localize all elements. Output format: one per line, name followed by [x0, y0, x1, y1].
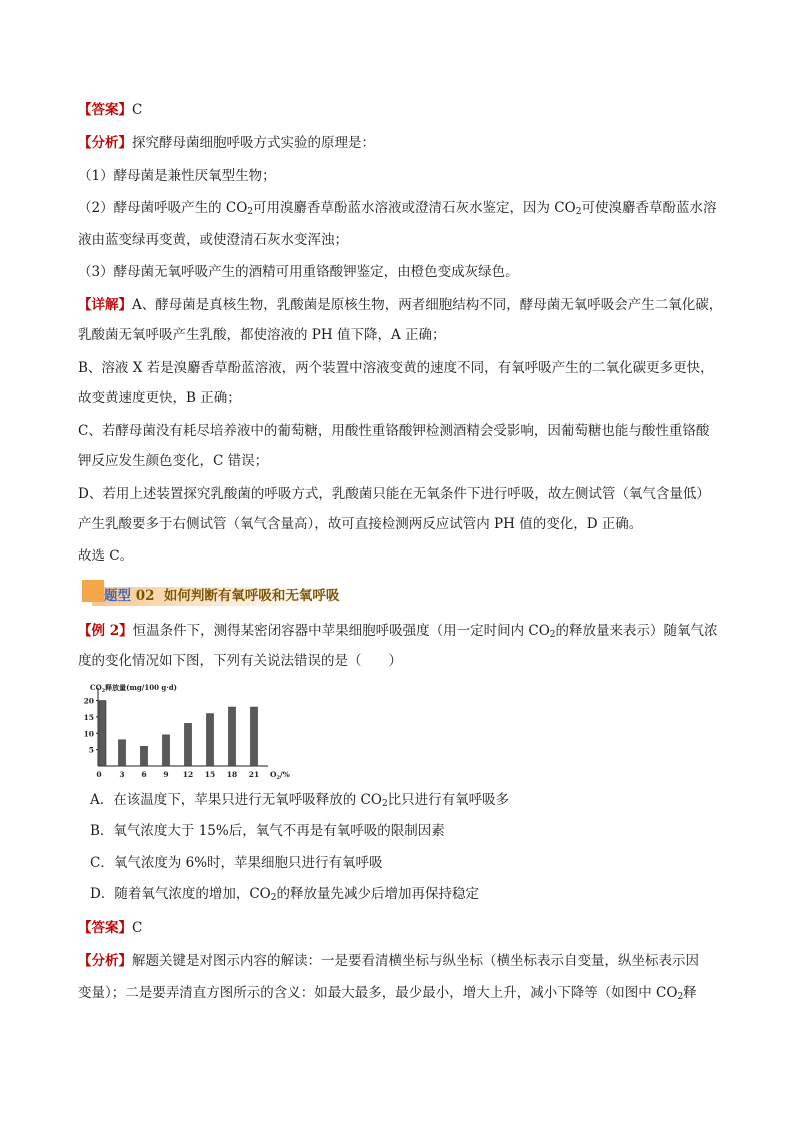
x-axis-title: $O_2/\%$: [270, 770, 290, 781]
point-3: （3）酵母菌无氧呼吸产生的酒精可用重铬酸钾鉴定，由橙色变成灰绿色。: [78, 264, 519, 280]
banner-square-icon: [82, 580, 104, 602]
x-tick-label: 21: [248, 770, 260, 779]
bar-12: [185, 723, 192, 766]
detail-tag: 【详解】: [78, 297, 132, 313]
bar-6: [141, 746, 148, 766]
bar-3: [119, 740, 126, 766]
option-a: [90, 790, 509, 814]
co2-release-bar-chart: [80, 682, 300, 782]
point-2-line-1: [78, 198, 716, 222]
bar-0: [99, 701, 106, 766]
subscript: 2: [247, 207, 254, 217]
bar-21: [251, 707, 258, 766]
x-tick-label: 15: [204, 770, 216, 779]
q2-analysis-text-1: 解题关键是对图示内容的解读：一是要看清横坐标与纵坐标（横坐标表示自变量，纵坐标表示因: [132, 953, 699, 969]
detail-d-line-2: 产生乳酸要多于右侧试管（氧气含量高），故可直接检测两反应试管内 PH 值的变化，D 正确。: [78, 516, 643, 532]
y-tick-label: 5: [88, 745, 94, 755]
point-2-line-2: 液由蓝变绿再变黄，或使澄清石灰水变浑浊；: [78, 232, 348, 248]
option-a-text-a: A．在该温度下，苹果只进行无氧呼吸释放的 CO: [90, 792, 382, 808]
x-tick-label: 3: [119, 770, 125, 779]
detail-a-line-2: 乳酸菌无氧呼吸产生乳酸，都使溶液的 PH 值下降，A 正确；: [78, 327, 446, 343]
section-banner: [82, 580, 372, 604]
q2-answer-value: C: [132, 920, 143, 936]
y-tick-label: 20: [83, 696, 94, 706]
subscript: 2: [677, 992, 684, 1002]
option-a-text-b: 比只进行有氧呼吸多: [387, 792, 510, 808]
analysis-intro-line: [78, 133, 375, 153]
y-tick-label: 15: [83, 712, 94, 722]
y-axis-title: $CO_2$释放量(mg/100 g·d): [90, 683, 177, 694]
point-2-text-b: 可用溴麝香草酚蓝水溶液或澄清石灰水鉴定，因为 CO: [253, 200, 576, 216]
x-tick-label: 18: [226, 770, 238, 779]
section-label: 题型: [104, 588, 131, 604]
detail-b-line-1: B、溶液 X 若是溴麝香草酚蓝溶液，两个装置中溶液变黄的速度不同，有氧呼吸产生的二氧化碳更多更快，: [78, 360, 714, 376]
point-1: （1）酵母菌是兼性厌氧型生物；: [78, 168, 276, 184]
bar-9: [163, 735, 170, 766]
answer-line: [78, 100, 142, 120]
detail-c-line-2: 钾反应发生颜色变化，C 错误；: [78, 453, 269, 469]
answer-value: C: [132, 102, 143, 118]
x-tick-label: 0: [96, 770, 102, 779]
q2-analysis-text-2b: 释: [683, 985, 697, 1001]
detail-a-line-1: [78, 295, 722, 315]
option-d: [90, 884, 479, 908]
subscript: 2: [381, 799, 388, 809]
analysis-tag: 【分析】: [78, 135, 132, 151]
subscript: 2: [575, 207, 582, 217]
example-tag: 【例 2】: [78, 623, 133, 639]
option-d-text-a: D．随着氧气浓度的增加，CO: [90, 886, 271, 902]
detail-d-line-1: D、若用上述装置探究乳酸菌的呼吸方式，乳酸菌只能在无氧条件下进行呼吸，故左侧试管（氧气含量低）: [78, 486, 710, 502]
section-number: 02: [135, 588, 155, 604]
subscript: 2: [549, 630, 556, 640]
section-heading: [104, 584, 339, 604]
q2-analysis-line-2: [78, 983, 697, 1007]
x-tick-label: 6: [141, 770, 147, 779]
q2-stem-b: 的释放量来表示）随氧气浓: [555, 623, 718, 639]
q2-analysis-text-2a: 变量）；二是要弄清直方图所示的含义：如最大最多，最少最小，增大上升，减小下降等（如图中 CO: [78, 985, 678, 1001]
detail-c-line-1: C、若酵母菌没有耗尽培养液中的葡萄糖，用酸性重铬酸钾检测酒精会受影响，因葡萄糖也能与酸性重铬酸: [78, 423, 710, 439]
detail-a-text: A、酵母菌是真核生物，乳酸菌是原核生物，两者细胞结构不同，酵母菌无氧呼吸会产生二氧化碳，: [132, 297, 723, 313]
x-tick-label: 12: [182, 770, 194, 779]
point-2-text-a: （2）酵母菌呼吸产生的 CO: [78, 200, 248, 216]
q2-analysis-line-1: [78, 951, 699, 971]
x-tick-label: 9: [163, 770, 169, 779]
point-2-text-c: 可使溴麝香草酚蓝水溶: [581, 200, 717, 216]
q2-answer-line: [78, 918, 142, 938]
bar-15: [207, 714, 214, 766]
q2-stem-a: 恒温条件下，测得某密闭容器中苹果细胞呼吸强度（用一定时间内 CO: [132, 623, 550, 639]
answer-tag: 【答案】: [78, 102, 132, 118]
option-b: B．氧气浓度大于 15%后，氧气不再是有氧呼吸的限制因素: [90, 823, 445, 839]
bar-18: [229, 707, 236, 766]
conclusion: 故选 C。: [78, 548, 134, 564]
q2-stem-line-2: 度的变化情况如下图，下列有关说法错误的是（ ）: [78, 653, 402, 669]
q2-stem-line-1: [78, 621, 718, 645]
detail-b-line-2: 故变黄速度更快，B 正确；: [78, 390, 241, 406]
y-tick-label: 10: [83, 729, 94, 739]
chart-bars: [99, 701, 258, 766]
q2-analysis-tag: 【分析】: [78, 953, 132, 969]
option-d-text-b: 的释放量先减少后增加再保持稳定: [276, 886, 479, 902]
q2-answer-tag: 【答案】: [78, 920, 132, 936]
option-c: C．氧气浓度为 6%时，苹果细胞只进行有氧呼吸: [90, 855, 383, 871]
subscript: 2: [270, 893, 277, 903]
section-title: 如何判断有氧呼吸和无氧呼吸: [163, 588, 340, 604]
analysis-intro: 探究酵母菌细胞呼吸方式实验的原理是：: [132, 135, 375, 151]
